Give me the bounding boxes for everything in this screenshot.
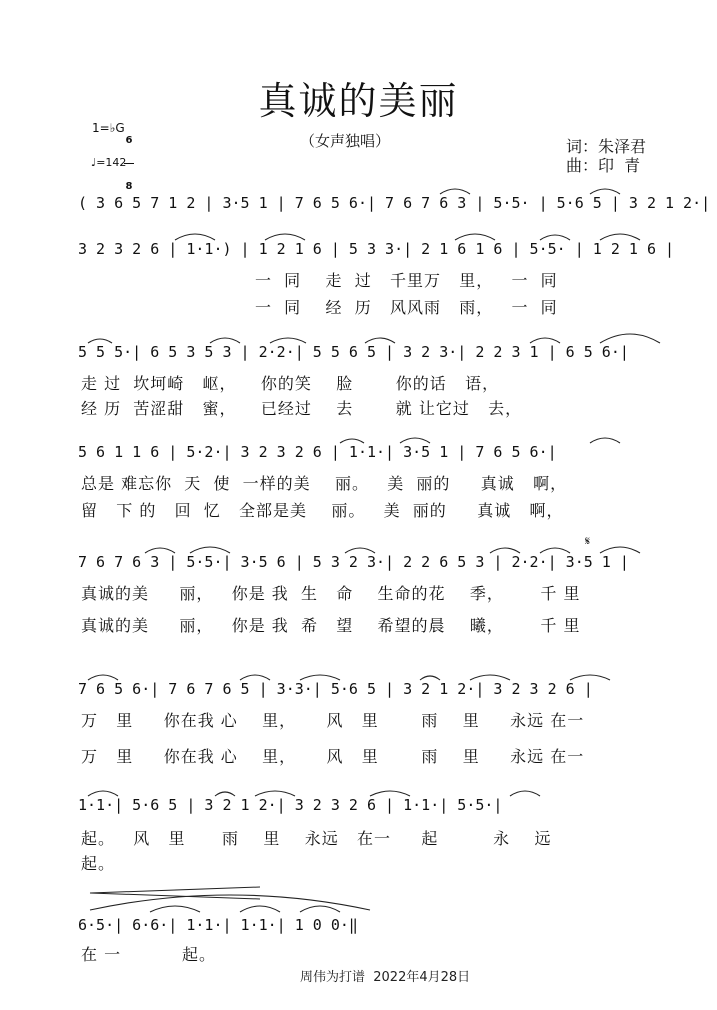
- lyric-row-7b: 起。: [81, 854, 116, 873]
- lyric-row-5b: 真诚的美 丽， 你是 我 希 望 希望的晨 曦， 千 里: [81, 616, 581, 635]
- notation-row-4: 5 6 1 1 6 | 5·2·| 3 2 3 2 6 | 1·1·| 3·5 1 | 7 6 5 6·|: [78, 443, 557, 461]
- notation-row-2: 3 2 3 2 6 | 1·1·) | 1 2 1 6 | 5 3 3·| 2 1 6 1 6 | 5·5· | 1 2 1 6 |: [78, 240, 675, 258]
- lyric-row-6b: 万 里 你在我 心 里， 风 里 雨 里 永远 在一: [81, 747, 585, 766]
- lyric-row-8: 在 一 起。: [81, 945, 216, 964]
- svg-text:𝄋: 𝄋: [585, 534, 591, 548]
- footer-note: 周伟为打谱 2022年4月28日: [300, 970, 471, 985]
- lyric-row-2b: 一 同 经 历 风风雨 雨， 一 同: [255, 298, 558, 317]
- tempo-marking: ♩=142: [91, 156, 127, 169]
- lyric-row-3a: 走 过 坎坷崎 岖， 你的笑 脸 你的话 语，: [81, 374, 500, 393]
- subtitle: （女声独唱）: [300, 132, 391, 150]
- notation-row-6: 7 6 5 6·| 7 6 7 6 5 | 3·3·| 5·6 5 | 3 2 1 2·| 3 2 3 2 6 |: [78, 680, 593, 698]
- notation-row-7: 1·1·| 5·6 5 | 3 2 1 2·| 3 2 3 2 6 | 1·1·| 5·5·|: [78, 796, 503, 814]
- composer-credit: 曲：印 青: [566, 156, 641, 175]
- notation-row-8: 6·5·| 6·6·| 1·1·| 1·1·| 1 0 0·‖: [78, 916, 358, 934]
- lyric-row-6a: 万 里 你在我 心 里， 风 里 雨 里 永远 在一: [81, 711, 585, 730]
- lyric-row-5a: 真诚的美 丽， 你是 我 生 命 生命的花 季， 千 里: [81, 584, 581, 603]
- lyric-row-2a: 一 同 走 过 千里万 里， 一 同: [255, 271, 558, 290]
- lyricist-credit: 词：朱泽君: [566, 137, 647, 156]
- meter-top: 6: [125, 135, 133, 146]
- notation-row-1: ( 3 6 5 7 1 2 | 3·5 1 | 7 6 5 6·| 7 6 7 6 3 | 5·5· | 5·6 5 | 3 2 1 2·|: [78, 194, 711, 212]
- lyric-row-4a: 总是 难忘你 天 使 一样的美 丽。 美 丽的 真诚 啊，: [81, 474, 568, 493]
- lyric-row-4b: 留 下 的 回 忆 全部是美 丽。 美 丽的 真诚 啊，: [81, 501, 564, 520]
- notation-row-5: 7 6 7 6 3 | 5·5·| 3·5 6 | 5 3 2 3·| 2 2 6 5 3 | 2·2·| 3·5 1 |: [78, 553, 629, 571]
- lyric-row-3b: 经 历 苦涩甜 蜜， 已经过 去 就 让它过 去，: [81, 399, 523, 418]
- lyric-row-7a: 起。 风 里 雨 里 永远 在一 起 永 远: [81, 829, 552, 848]
- meter-bottom: 8: [125, 181, 133, 192]
- song-title: 真诚的美丽: [258, 79, 459, 123]
- key-signature: 1=♭G: [92, 121, 125, 135]
- notation-row-3: 5 5 5·| 6 5 3 5 3 | 2·2·| 5 5 6 5 | 3 2 3·| 2 2 3 1 | 6 5 6·|: [78, 343, 629, 361]
